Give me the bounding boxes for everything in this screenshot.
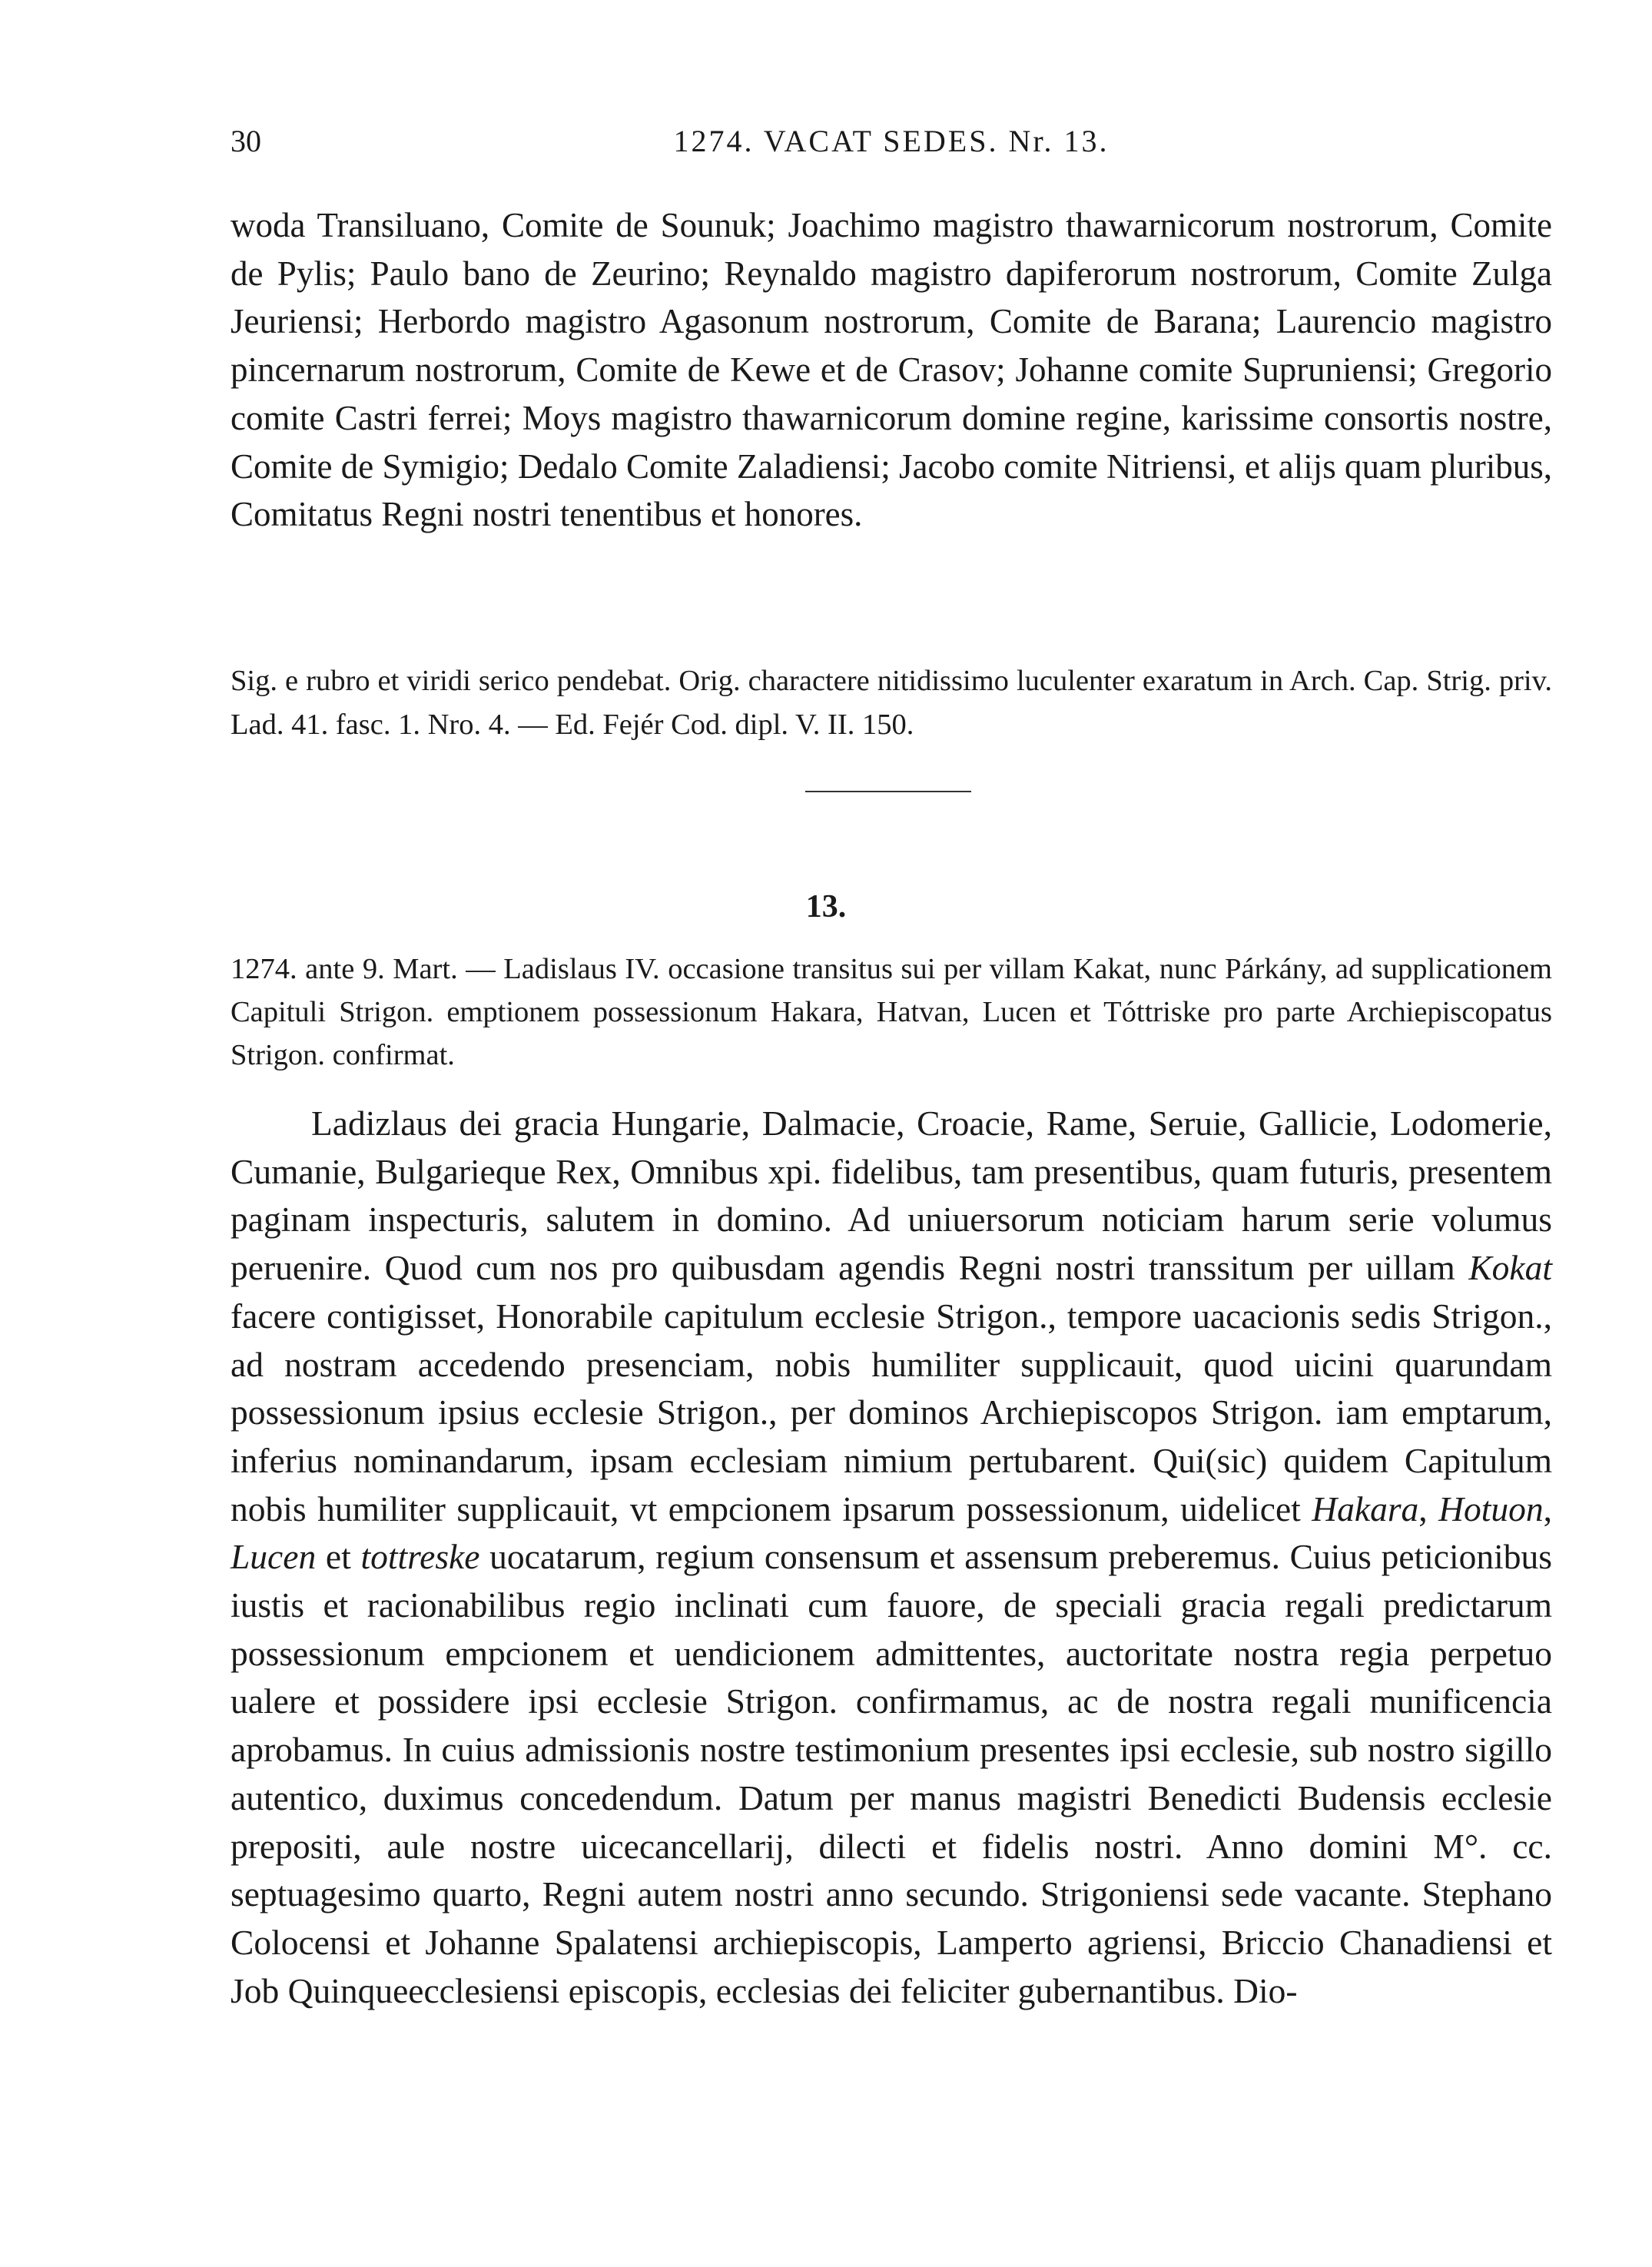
- document-summary: 1274. ante 9. Mart. — Ladislaus IV. occasione transitus sui per villam Kakat, nunc Párkány, ad supplicationem Capituli Strigon. emptionem possessionum Hakara, Hatvan, Lucen et Tóttriske pro parte Archiepiscopatus Strigon. confirmat.: [231, 953, 1552, 1071]
- page-number: 30: [231, 124, 261, 158]
- place-name-kokat: Kokat: [1468, 1248, 1552, 1288]
- continued-charter-text: woda Transiluano, Comite de Sounuk; Joachimo magistro thawarnicorum nostrorum, Comite de Pylis; Paulo bano de Zeurino; Reynaldo magistro dapiferorum nostrorum, Comite Zulga Jeuriensi; Herbordo magistro Agasonum nostrorum, Comite de Barana; Laurencio magistro pincernarum nostrorum, Comite de Kewe et de Crasov; Johanne comite Supruniensi; Gregorio comite Castri ferrei; Moys magistro thawarnicorum domine regine, karissime consortis nostre, Comite de Symigio; Dedalo Comite Zaladiensi; Jacobo comite Nitriensi, et alijs quam pluribus, Comitatus Regni nostri tenentibus et honores.: [231, 206, 1552, 534]
- place-name-tottreske: tottreske: [360, 1537, 480, 1577]
- charter-text-part: ,: [1543, 1489, 1552, 1528]
- document-number: 13.: [805, 889, 847, 924]
- running-title: 1274. VACAT SEDES. Nr. 13.: [673, 124, 1110, 158]
- charter-text: [231, 1100, 1552, 2015]
- section-divider: [805, 791, 971, 792]
- charter-text-part: Ladizlaus dei gracia Hungarie, Dalmacie, Croacie, Rame, Seruie, Gallicie, Lodomerie, Cumanie, Bulgarieque Rex, Omnibus xpi. fidelibus, tam presentibus, quam futuris, presentem paginam inspecturis, salutem in domino. Ad uniuersorum noticiam harum serie volumus peruenire. Quod cum nos pro quibusdam agendis Regni nostri transsitum per uillam: [231, 1104, 1552, 1288]
- charter-text-part: et: [316, 1537, 361, 1577]
- charter-text-part: facere contigisset, Honorabile capitulum ecclesie Strigon., tempore uacacionis sedis Strigon., ad nostram accedendo presenciam, nobis humiliter supplicauit, quod uicini quarundam possessionum ipsius ecclesie Strigon., per dominos Archiepiscopos Strigon. iam emptarum, inferius nominandarum, ipsam ecclesiam nimium pertubarent. Qui(sic) quidem Capitulum nobis humiliter supplicauit, vt empcionem ipsarum possessionum, uidelicet: [231, 1296, 1552, 1528]
- place-name-hotuon: Hotuon: [1438, 1489, 1544, 1528]
- charter-text-part: ,: [1418, 1489, 1439, 1528]
- charter-text-part: uocatarum, regium consensum et assensum preberemus. Cuius peticionibus iustis et racionabilibus regio inclinati cum fauore, de speciali gracia regali predictarum possessionum empcionem et uendicionem admittentes, auctoritate nostra regia perpetuo ualere et possidere ipsi ecclesie Strigon. confirmamus, ac de nostra regali munificencia aprobamus. In cuius admissionis nostre testimonium presentes ipsi ecclesie, sub nostro sigillo autentico, duximus concedendum. Datum per manus magistri Benedicti Budensis ecclesie prepositi, aule nostre uicecancellarij, dilecti et fidelis nostri. Anno domini M°. cc. septuagesimo quarto, Regni autem nostri anno secundo. Strigoniensi sede vacante. Stephano Colocensi et Johanne Spalatensi archiepiscopis, Lamperto agriensi, Briccio Chanadiensi et Job Quinqueecclesiensi episcopis, ecclesias dei feliciter gubernantibus. Dio-: [231, 1537, 1552, 2010]
- place-name-lucen: Lucen: [231, 1537, 317, 1577]
- page-header: [231, 123, 1552, 169]
- place-name-hakara: Hakara: [1312, 1489, 1419, 1528]
- source-note: Sig. e rubro et viridi serico pendebat. Orig. charactere nitidissimo luculenter exaratum in Arch. Cap. Strig. priv. Lad. 41. fasc. 1. Nro. 4. — Ed. Fejér Cod. dipl. V. II. 150.: [231, 665, 1552, 741]
